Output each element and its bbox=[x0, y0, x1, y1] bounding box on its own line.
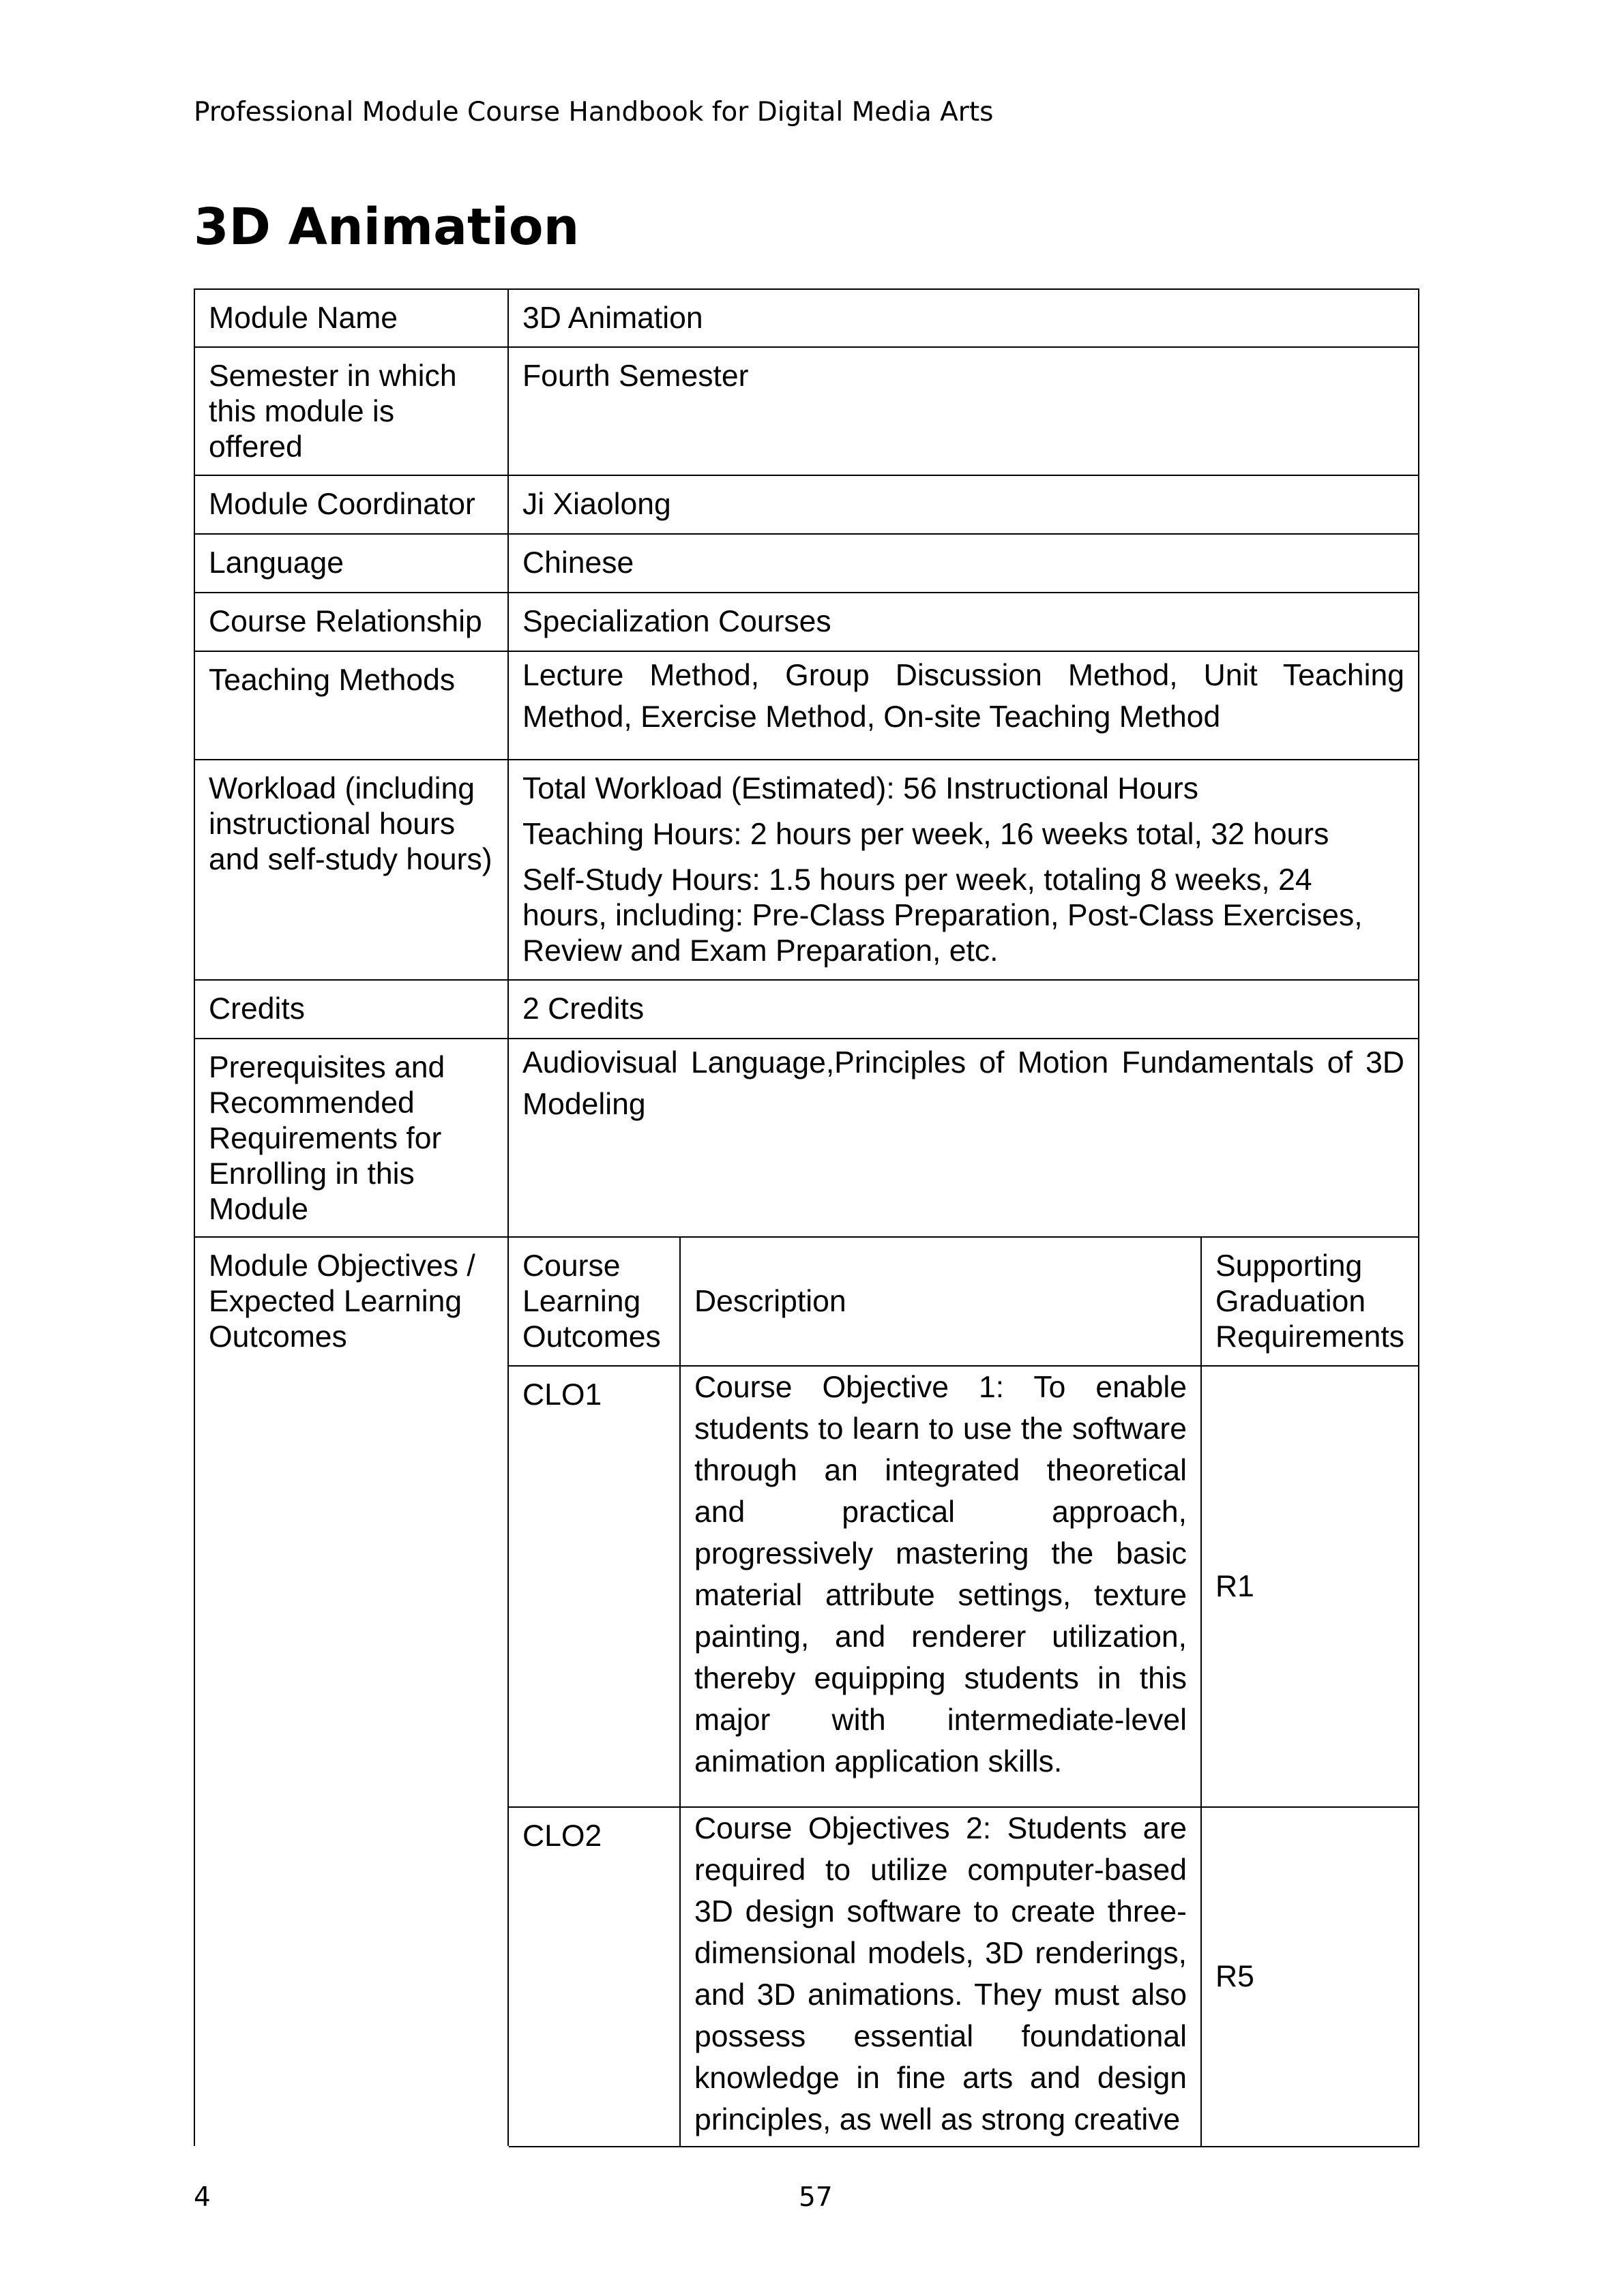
col-header-description bbox=[681, 1236, 1202, 1365]
teaching-methods-value: Lecture Method, Group Discussion Method, Unit Teaching Method, Exercise Method, On-site Teaching Method bbox=[509, 651, 1419, 759]
language-value: Chinese bbox=[509, 533, 1419, 592]
module-name-value: 3D Animation bbox=[509, 288, 1419, 346]
credits-label: Credits bbox=[194, 979, 509, 1038]
running-header: Professional Module Course Handbook for Digital Media Arts bbox=[194, 97, 994, 128]
clo2-requirement bbox=[1202, 1806, 1419, 2147]
col-header-clo: Course Learning Outcomes bbox=[509, 1236, 681, 1365]
relationship-label: Course Relationship bbox=[194, 592, 509, 651]
col-header-description-text: Description bbox=[694, 1284, 846, 1318]
footer-left-number: 4 bbox=[194, 2182, 211, 2213]
credits-value: 2 Credits bbox=[509, 979, 1419, 1038]
workload-self-study: Self-Study Hours: 1.5 hours per week, totaling 8 weeks, 24 hours, including: Pre-Class Preparation, Post-Class Exercises, Review and Exam Preparation, etc. bbox=[522, 863, 1363, 968]
objectives-label: Module Objectives / Expected Learning Outcomes bbox=[194, 1236, 509, 2146]
workload-value bbox=[509, 759, 1419, 979]
footer-page-number: 57 bbox=[799, 2182, 833, 2213]
clo2-description: Course Objectives 2: Students are required to utilize computer-based 3D design software to create three-dimensional models, 3D renderings, and 3D animations. They must also possess essential foundational knowledge in fine arts and design principles, as well as strong creative bbox=[681, 1806, 1202, 2147]
prerequisites-value: Audiovisual Language,Principles of Motion Fundamentals of 3D Modeling bbox=[509, 1038, 1419, 1236]
page-title: 3D Animation bbox=[194, 198, 580, 256]
workload-teaching: Teaching Hours: 2 hours per week, 16 weeks total, 32 hours bbox=[522, 818, 1329, 851]
semester-value: Fourth Semester bbox=[509, 346, 1419, 475]
teaching-methods-label: Teaching Methods bbox=[194, 651, 509, 759]
coordinator-label: Module Coordinator bbox=[194, 475, 509, 533]
clo1-requirement-text: R1 bbox=[1215, 1569, 1254, 1603]
prerequisites-label: Prerequisites and Recommended Requirements for Enrolling in this Module bbox=[194, 1038, 509, 1236]
clo1-requirement bbox=[1202, 1365, 1419, 1806]
module-name-label: Module Name bbox=[194, 288, 509, 346]
workload-total: Total Workload (Estimated): 56 Instructional Hours bbox=[522, 772, 1198, 805]
relationship-value: Specialization Courses bbox=[509, 592, 1419, 651]
clo1-description: Course Objective 1: To enable students to learn to use the software through an integrated theoretical and practical approach, progressively mastering the basic material attribute settings, texture painting, and renderer utilization, thereby equipping students in this major with intermediate-level animation application skills. bbox=[681, 1365, 1202, 1806]
language-label: Language bbox=[194, 533, 509, 592]
clo2-requirement-text: R5 bbox=[1215, 1960, 1254, 1993]
col-header-requirements: Supporting Graduation Requirements bbox=[1202, 1236, 1419, 1365]
workload-label: Workload (including instructional hours and self-study hours) bbox=[194, 759, 509, 979]
clo2-code: CLO2 bbox=[509, 1806, 681, 2147]
coordinator-value: Ji Xiaolong bbox=[509, 475, 1419, 533]
clo1-code: CLO1 bbox=[509, 1365, 681, 1806]
semester-label: Semester in which this module is offered bbox=[194, 346, 509, 475]
